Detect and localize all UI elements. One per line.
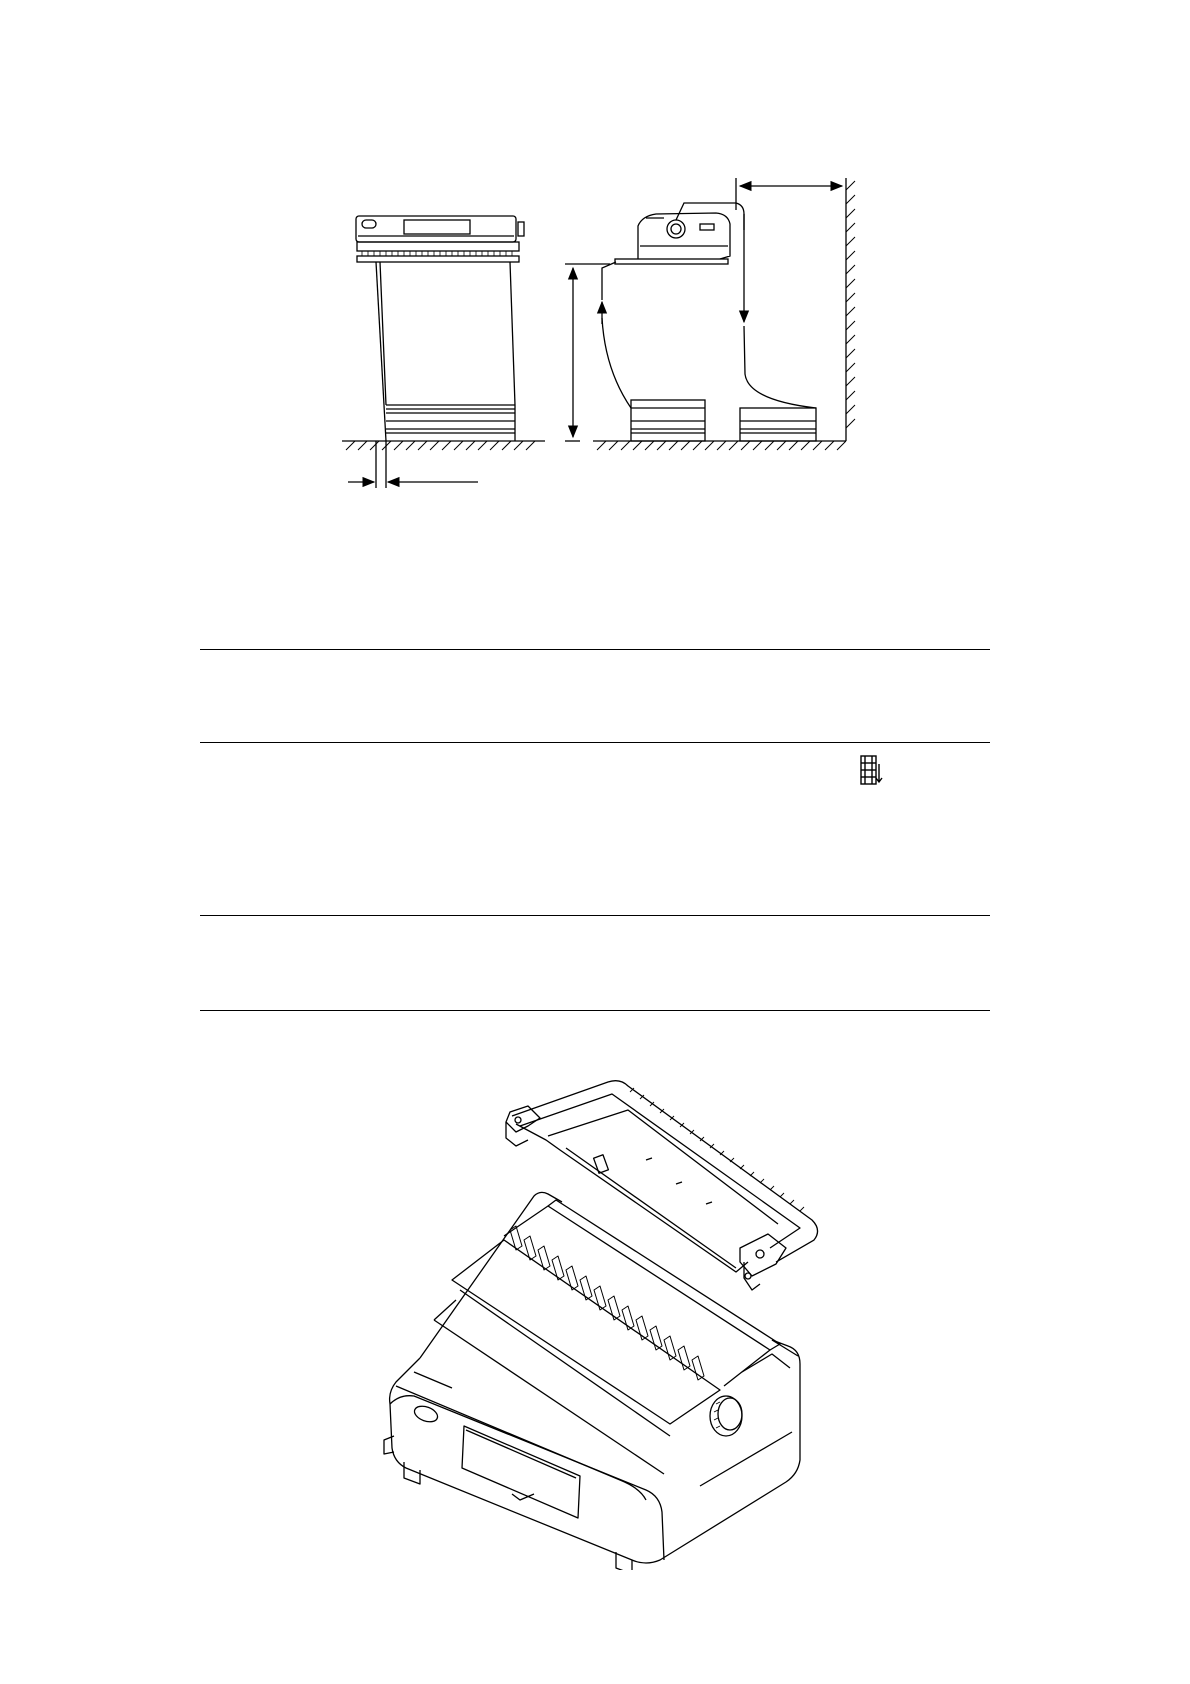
section-rule-1 <box>200 649 990 650</box>
page-title <box>200 40 990 64</box>
fanfold-paper-icon <box>858 754 884 788</box>
paper-path-diagram <box>330 170 870 500</box>
section-rule-4 <box>200 1010 990 1011</box>
section-rule-3 <box>200 915 990 916</box>
section-rule-2 <box>200 742 990 743</box>
printer-tractor-illustration <box>380 1070 820 1570</box>
